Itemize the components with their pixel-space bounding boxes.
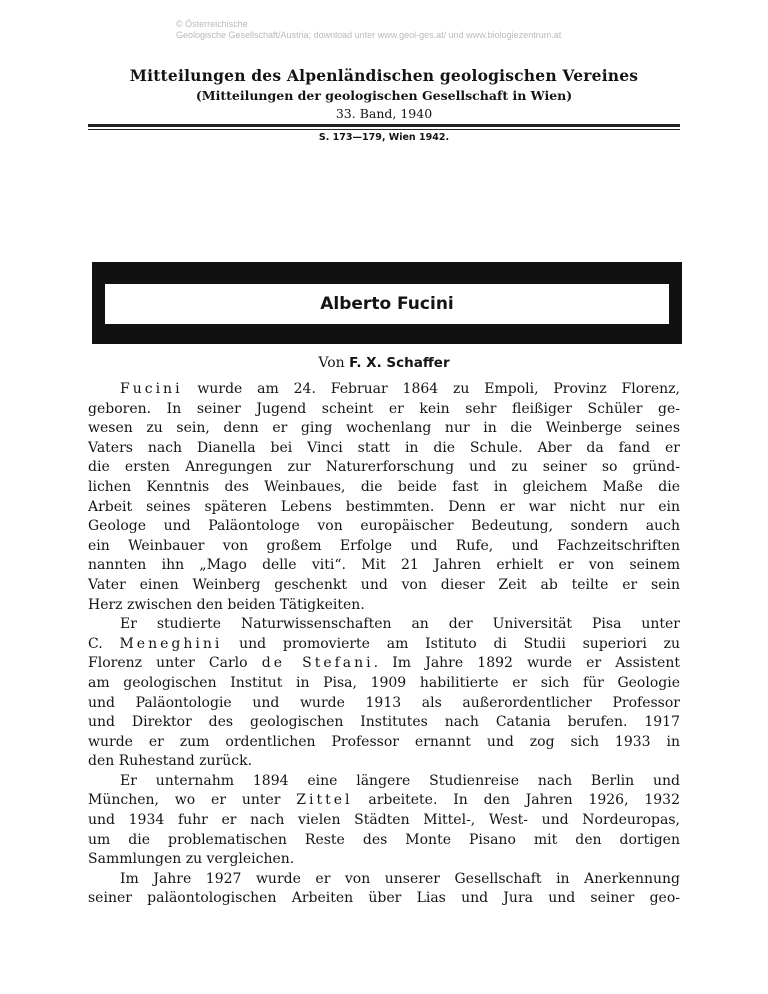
article-title: Alberto Fucini bbox=[320, 294, 454, 314]
text-run: wurde am 24. Februar 1864 zu Empoli, Provinz Florenz, bbox=[182, 381, 680, 397]
body-line bbox=[88, 772, 680, 792]
spaced-name: Zittel bbox=[296, 792, 353, 809]
body-line bbox=[88, 615, 680, 635]
body-line bbox=[88, 674, 680, 694]
body-line bbox=[88, 811, 680, 831]
body-line bbox=[88, 419, 680, 439]
body-line bbox=[88, 870, 680, 890]
body-line bbox=[88, 537, 680, 557]
body-line bbox=[88, 713, 680, 733]
body-line bbox=[88, 498, 680, 518]
text-run: Florenz unter Carlo bbox=[88, 655, 262, 672]
text-run: wesen zu sein, denn er ging wochenlang nur in die Weinberge seines bbox=[88, 420, 680, 437]
text-run: Vaters nach Dianella bei Vinci statt in die Schule. Aber da fand er bbox=[88, 439, 680, 456]
body-line bbox=[88, 517, 680, 537]
text-run: Er unternahm 1894 eine längere Studienreise nach Berlin und bbox=[120, 772, 680, 789]
body-line bbox=[88, 733, 680, 753]
body-line bbox=[88, 556, 680, 576]
text-run: lichen Kenntnis des Weinbaues, die beide fast in gleichem Maße die bbox=[88, 478, 680, 495]
header-rule-thin bbox=[88, 129, 680, 130]
body-line bbox=[88, 380, 680, 400]
body-line bbox=[88, 400, 680, 420]
text-run: Er studierte Naturwissenschaften an der Universität Pisa unter bbox=[120, 616, 680, 633]
body-line bbox=[88, 635, 680, 655]
body-line bbox=[88, 831, 680, 851]
text-run: nannten ihn „Mago delle viti“. Mit 21 Jahren erhielt er von seinem bbox=[88, 557, 680, 574]
text-run: ein Weinbauer von großem Erfolge und Rufe, und Fachzeitschriften bbox=[88, 537, 680, 554]
journal-volume: 33. Band, 1940 bbox=[335, 106, 433, 121]
body-line bbox=[88, 654, 680, 674]
text-run: und Paläontologie und wurde 1913 als außerordentlicher Professor bbox=[88, 694, 680, 711]
body-line bbox=[88, 596, 680, 616]
title-banner bbox=[92, 262, 682, 344]
body-line bbox=[88, 791, 680, 811]
banner-top-bar bbox=[105, 262, 669, 284]
header-rule-thick bbox=[88, 124, 680, 127]
text-run: . Im Jahre 1892 wurde er Assistent bbox=[373, 655, 680, 672]
byline bbox=[0, 355, 768, 371]
text-run: Vater einen Weinberg geschenkt und von dieser Zeit ab teilte er sein bbox=[88, 576, 680, 593]
text-run: und 1934 fuhr er nach vielen Städten Mittel-, West- und Nordeuropas, bbox=[88, 812, 680, 829]
watermark-line-1: © Österreichische bbox=[176, 19, 248, 29]
text-run: seiner paläontologischen Arbeiten über Lias und Jura und seiner geo- bbox=[88, 890, 680, 907]
text-run: am geologischen Institut in Pisa, 1909 habilitierte er sich für Geologie bbox=[88, 674, 680, 691]
spaced-name: Fucini bbox=[120, 381, 183, 397]
text-run: Sammlungen zu vergleichen. bbox=[88, 851, 295, 868]
body-line bbox=[88, 850, 680, 870]
body-line bbox=[88, 458, 680, 478]
watermark-line-2: Geologische Gesellschaft/Austria; download unter www.geol-ges.at/ und www.biologiezentrum.at bbox=[176, 30, 562, 40]
body-line bbox=[88, 439, 680, 459]
text-run: die ersten Anregungen zur Naturerforschung und zu seiner so gründ- bbox=[88, 459, 680, 476]
text-run: C. bbox=[88, 635, 120, 652]
text-run: München, wo er unter bbox=[88, 792, 297, 809]
text-run: Herz zwischen den beiden Tätigkeiten. bbox=[88, 596, 365, 613]
byline-prefix: Von bbox=[318, 355, 345, 371]
body-line bbox=[88, 478, 680, 498]
journal-series-title: Mitteilungen des Alpenländischen geologischen Vereines bbox=[129, 66, 639, 85]
author-name: F. X. Schaffer bbox=[349, 355, 450, 371]
text-run: Geologe und Paläontologe von europäischer Bedeutung, sondern auch bbox=[88, 518, 680, 535]
text-run: und promovierte am Istituto di Studii superiori zu bbox=[222, 635, 680, 652]
page-range: S. 173—179, Wien 1942. bbox=[318, 132, 450, 143]
text-run: wurde er zum ordentlichen Professor ernannt und zog sich 1933 in bbox=[88, 733, 680, 750]
text-run: Im Jahre 1927 wurde er von unserer Gesellschaft in Anerkennung bbox=[120, 870, 680, 887]
article-body bbox=[88, 380, 680, 909]
banner-bottom-bar bbox=[105, 324, 669, 344]
body-line bbox=[88, 889, 680, 909]
text-run: um die problematischen Reste des Monte Pisano mit den dortigen bbox=[88, 831, 680, 848]
text-run: arbeitete. In den Jahren 1926, 1932 bbox=[352, 792, 680, 809]
text-run: und Direktor des geologischen Institutes nach Catania berufen. 1917 bbox=[88, 714, 680, 731]
spaced-name: Meneghini bbox=[119, 635, 223, 652]
body-line bbox=[88, 694, 680, 714]
text-run: den Ruhestand zurück. bbox=[88, 753, 253, 770]
text-run: geboren. In seiner Jugend scheint er kein sehr fleißiger Schüler ge- bbox=[88, 400, 680, 417]
spaced-name: de Stefani bbox=[261, 655, 374, 672]
text-run: Arbeit seines späteren Lebens bestimmten. Denn er war nicht nur ein bbox=[88, 498, 680, 515]
body-line bbox=[88, 576, 680, 596]
body-line bbox=[88, 752, 680, 772]
copyright-watermark bbox=[176, 19, 561, 41]
journal-series-subtitle: (Mitteilungen der geologischen Gesellschaft in Wien) bbox=[195, 88, 573, 103]
